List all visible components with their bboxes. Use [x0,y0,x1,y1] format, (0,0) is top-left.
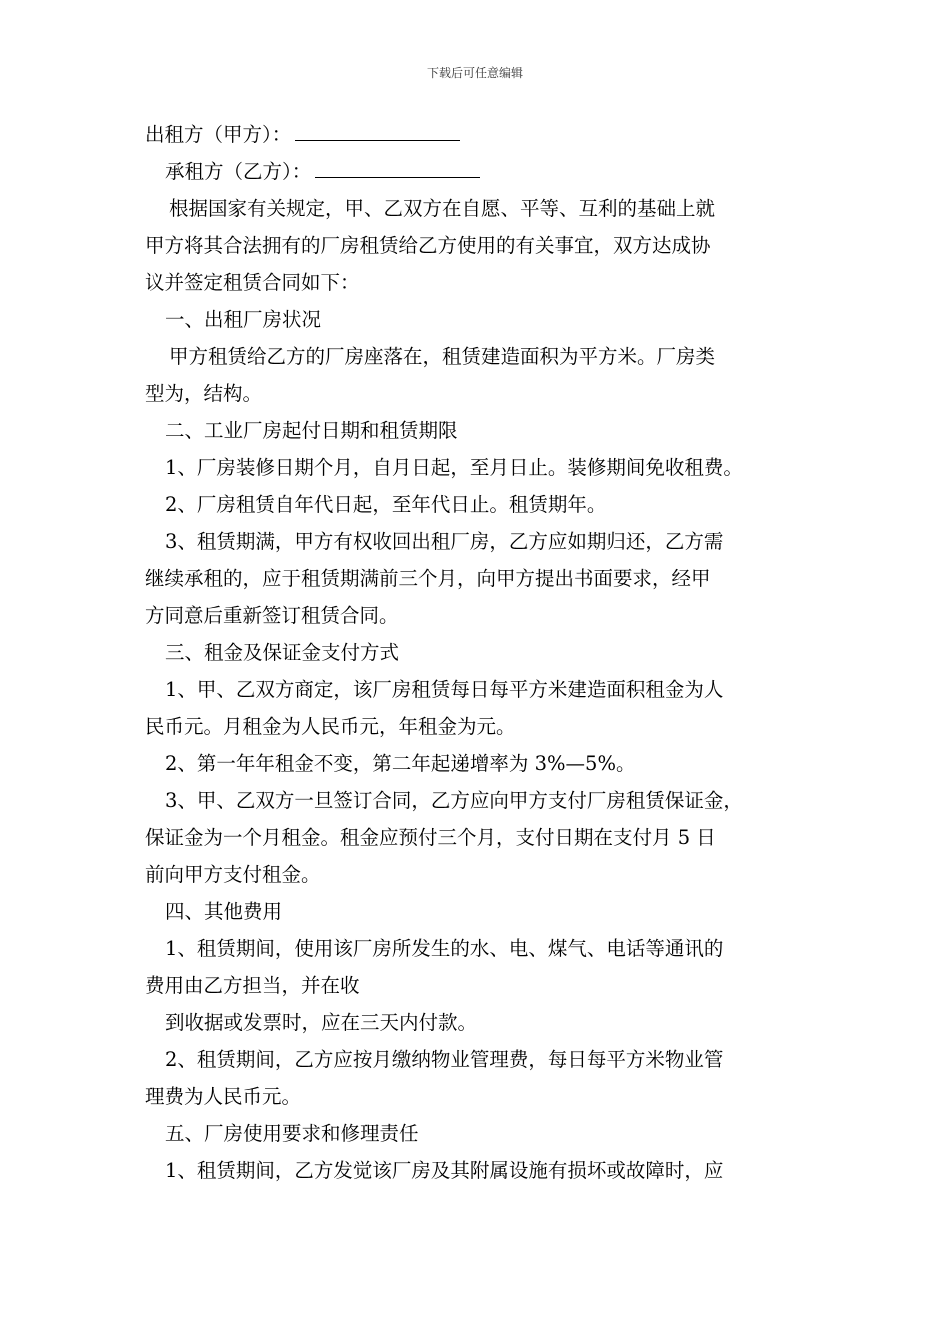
line-text: 五、厂房使用要求和修理责任 [165,1122,419,1145]
text-line [145,153,810,190]
text-line [145,967,810,1004]
line-text: 前向甲方支付租金。 [145,863,321,886]
line-text: 3、甲、乙双方一旦签订合同，乙方应向甲方支付厂房租赁保证金， [165,789,743,812]
text-line [145,523,810,560]
text-line [145,375,810,412]
text-line [145,264,810,301]
text-line [145,671,810,708]
line-text: 1、厂房装修日期个月，自月日起，至月日止。装修期间免收租费。 [165,456,743,479]
text-line [145,116,810,153]
text-line [145,486,810,523]
text-line [145,930,810,967]
line-text: 三、租金及保证金支付方式 [165,641,400,664]
line-text: 1、租赁期间，乙方发觉该厂房及其附属设施有损坏或故障时，应 [165,1159,724,1182]
line-text: 议并签定租赁合同如下： [145,271,360,294]
line-text: 民币元。月租金为人民币元，年租金为元。 [145,715,516,738]
text-line [145,1152,810,1189]
line-text: 根据国家有关规定，甲、乙双方在自愿、平等、互利的基础上就 [169,197,716,220]
line-text: 出租方（甲方）： [145,123,292,146]
line-text: 方同意后重新签订租赁合同。 [145,604,399,627]
text-line [145,227,810,264]
text-line [145,782,810,819]
text-line [145,893,810,930]
line-text: 甲方租赁给乙方的厂房座落在，租赁建造面积为平方米。厂房类 [169,345,716,368]
line-text: 承租方（乙方）： [165,160,312,183]
text-line [145,412,810,449]
line-text: 2、租赁期间，乙方应按月缴纳物业管理费，每日每平方米物业管 [165,1048,724,1071]
text-line [145,190,810,227]
text-line [145,1004,810,1041]
line-text: 3、租赁期满，甲方有权收回出租厂房，乙方应如期归还，乙方需 [165,530,724,553]
text-line [145,634,810,671]
text-line [145,745,810,782]
line-text: 一、出租厂房状况 [165,308,322,331]
line-text: 四、其他费用 [165,900,283,923]
fill-in-blank [315,176,480,178]
text-line [145,819,810,856]
line-text: 继续承租的，应于租赁期满前三个月，向甲方提出书面要求，经甲 [145,567,711,590]
text-line [145,708,810,745]
document-body [145,116,810,1189]
line-text: 型为，结构。 [145,382,263,405]
text-line [145,597,810,634]
line-text: 二、工业厂房起付日期和租赁期限 [165,419,458,442]
line-text: 理费为人民币元。 [145,1085,302,1108]
text-line [145,338,810,375]
line-text: 到收据或发票时，应在三天内付款。 [165,1011,478,1034]
text-line [145,1115,810,1152]
text-line [145,1041,810,1078]
page-header: 下载后可任意编辑 [426,66,523,80]
text-line [145,560,810,597]
text-line [145,1078,810,1115]
fill-in-blank [295,139,460,141]
text-line [145,301,810,338]
line-text: 2、第一年年租金不变，第二年起递增率为 3%—5%。 [165,752,636,775]
line-text: 1、甲、乙双方商定，该厂房租赁每日每平方米建造面积租金为人 [165,678,724,701]
text-line [145,856,810,893]
line-text: 2、厂房租赁自年代日起，至年代日止。租赁期年。 [165,493,607,516]
line-text: 甲方将其合法拥有的厂房租赁给乙方使用的有关事宜，双方达成协 [145,234,711,257]
text-line [145,449,810,486]
line-text: 1、租赁期间，使用该厂房所发生的水、电、煤气、电话等通讯的 [165,937,724,960]
line-text: 费用由乙方担当，并在收 [145,974,360,997]
line-text: 保证金为一个月租金。租金应预付三个月，支付日期在支付月 5 日 [145,826,716,849]
